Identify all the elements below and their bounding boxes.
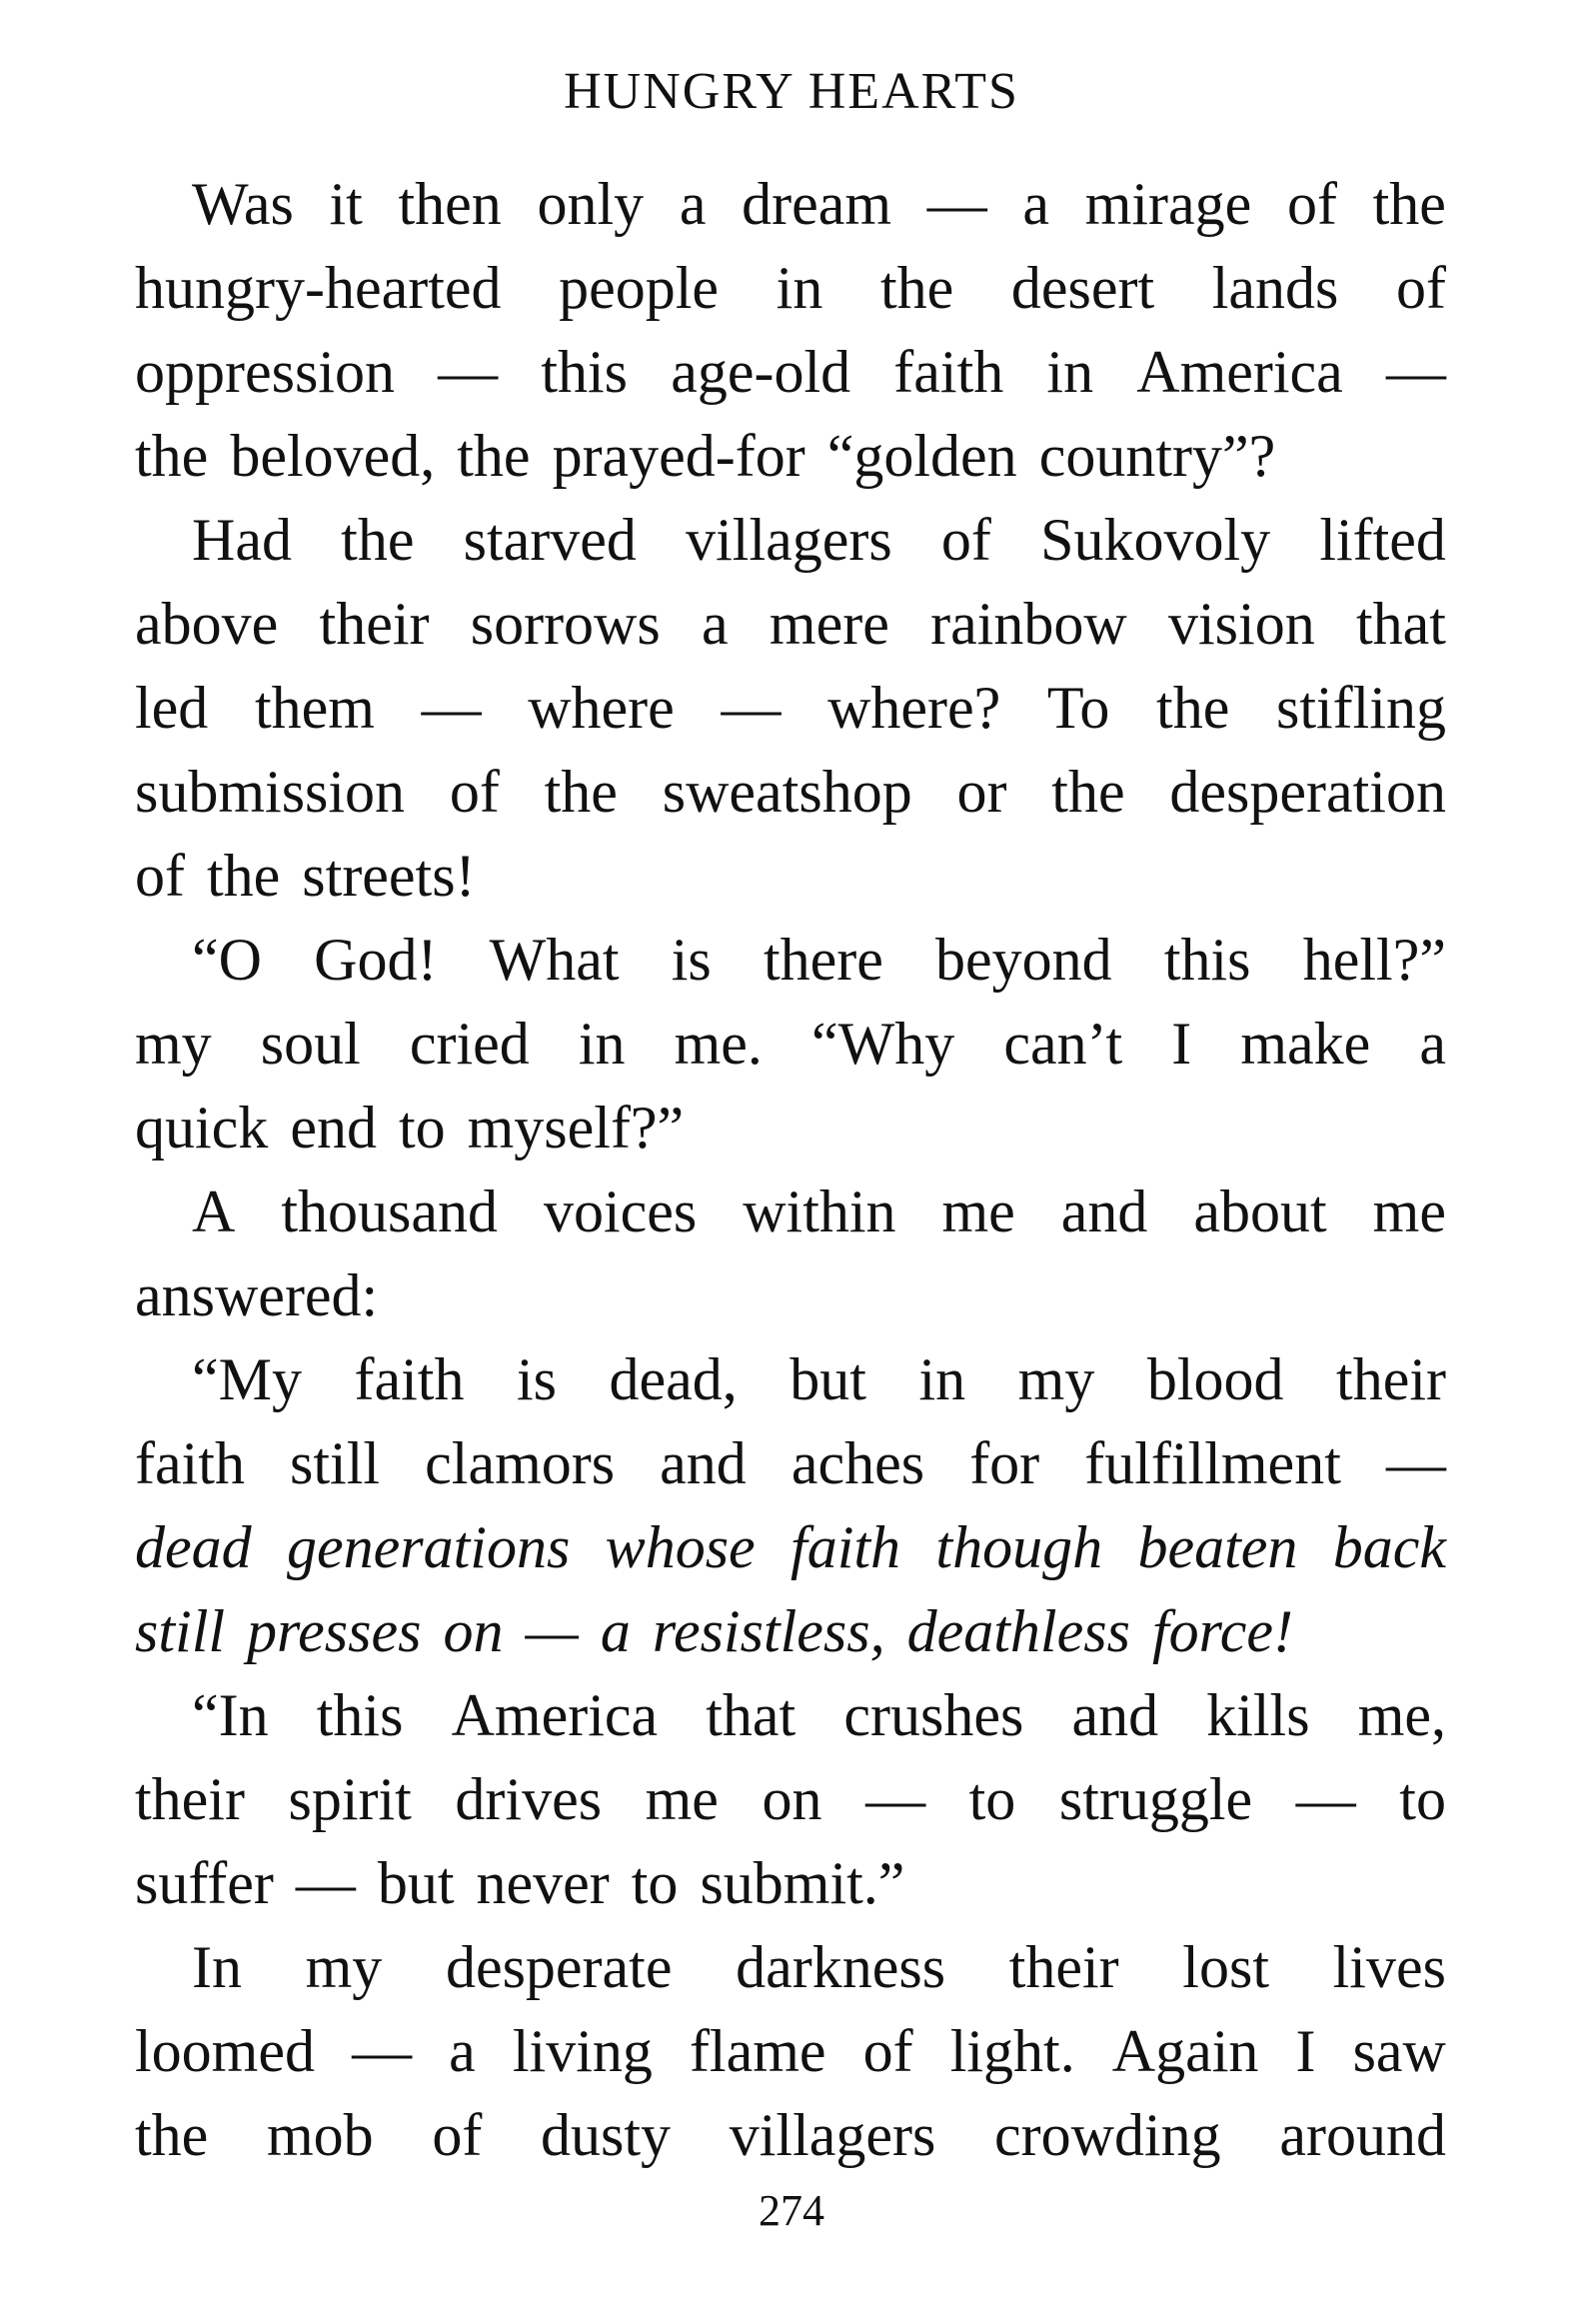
word: —: [438, 339, 499, 405]
word: this: [1163, 927, 1251, 993]
word: their: [135, 1766, 245, 1832]
word: a: [449, 2018, 476, 2084]
word: —: [1295, 1766, 1356, 1832]
word: a: [702, 591, 729, 657]
word: sorrows: [470, 591, 661, 657]
word: saw: [1352, 2018, 1446, 2084]
word: dead,: [609, 1346, 738, 1412]
word: and: [1071, 1682, 1159, 1748]
word: kills: [1206, 1682, 1310, 1748]
word: resistless,: [652, 1598, 885, 1664]
word: on: [762, 1766, 822, 1832]
text-line: [135, 2093, 1446, 2177]
word: only: [537, 171, 645, 237]
word: faith: [354, 1346, 465, 1412]
text-line: [135, 666, 1446, 750]
word: a: [679, 171, 707, 237]
word: voices: [543, 1178, 698, 1244]
word: that: [706, 1682, 796, 1748]
word: led: [135, 675, 209, 741]
word: rainbow: [930, 591, 1127, 657]
text-line: [135, 2009, 1446, 2093]
word: mere: [769, 591, 889, 657]
word: them: [254, 675, 375, 741]
word: there: [763, 927, 883, 993]
word: “In: [192, 1682, 269, 1748]
word: “O: [192, 927, 262, 993]
word: about: [1193, 1178, 1327, 1244]
word: of: [449, 759, 500, 825]
word: beaten: [1137, 1514, 1298, 1580]
word: submission: [135, 759, 406, 825]
text-line: [135, 1673, 1446, 1757]
word: “My: [192, 1346, 302, 1412]
word: beyond: [935, 927, 1112, 993]
word: the: [135, 423, 209, 489]
word: desperation: [1169, 759, 1446, 825]
word: hungry-hearted: [135, 255, 502, 321]
word: desperate: [445, 1934, 673, 2000]
text-line: [135, 1337, 1446, 1421]
word: desert: [1010, 255, 1155, 321]
word: their: [1336, 1346, 1446, 1412]
word: streets!: [302, 843, 476, 909]
word: the: [879, 255, 954, 321]
text-line: [135, 1505, 1446, 1589]
word: me: [645, 1766, 719, 1832]
word: but: [790, 1346, 866, 1412]
word: lives: [1332, 1934, 1446, 2000]
word: mob: [267, 2102, 374, 2168]
word: Had: [192, 507, 292, 573]
word: in: [578, 1011, 626, 1077]
word: the: [457, 423, 531, 489]
word: dead: [135, 1514, 252, 1580]
word: America: [1136, 339, 1343, 405]
word: in: [776, 255, 823, 321]
word: in: [1046, 339, 1094, 405]
word: people: [559, 255, 720, 321]
word: villagers: [729, 2102, 936, 2168]
word: and: [660, 1430, 747, 1496]
word: that: [1355, 591, 1446, 657]
text-line: [135, 1421, 1446, 1505]
word: the: [1372, 171, 1446, 237]
word: beloved,: [230, 423, 436, 489]
text-line: [135, 1925, 1446, 2009]
word: my: [305, 1934, 383, 2000]
text-line: [135, 750, 1446, 834]
word: the: [206, 843, 281, 909]
word: Sukovoly: [1040, 507, 1271, 573]
word: or: [956, 759, 1007, 825]
word: me,: [1357, 1682, 1446, 1748]
word: to: [631, 1850, 679, 1916]
word: To: [1046, 675, 1110, 741]
word: submit.”: [700, 1850, 905, 1916]
text-line: [135, 414, 1446, 498]
word: to: [1399, 1766, 1446, 1832]
word: God!: [314, 927, 438, 993]
word: never: [476, 1850, 610, 1916]
word: a: [600, 1598, 631, 1664]
word: still: [290, 1430, 381, 1496]
word: back: [1332, 1514, 1446, 1580]
word: faith: [135, 1430, 245, 1496]
text-line: [135, 162, 1446, 246]
word: aches: [791, 1430, 925, 1496]
text-line: [135, 834, 1446, 918]
text-line: [135, 582, 1446, 666]
word: within: [743, 1178, 896, 1244]
text-line: [135, 1086, 1446, 1169]
word: make: [1240, 1011, 1371, 1077]
word: a: [1022, 171, 1050, 237]
word: where: [528, 675, 675, 741]
word: clamors: [425, 1430, 616, 1496]
word: around: [1279, 2102, 1446, 2168]
word: struggle: [1058, 1766, 1253, 1832]
word: the: [341, 507, 415, 573]
word: age-old: [671, 339, 851, 405]
word: soul: [260, 1011, 361, 1077]
word: —: [421, 675, 482, 741]
word: faith: [893, 339, 1004, 405]
word: myself?”: [467, 1095, 685, 1161]
text-line: [135, 1253, 1446, 1337]
word: answered:: [135, 1262, 379, 1328]
word: lands: [1211, 255, 1339, 321]
word: deathless: [906, 1598, 1130, 1664]
word: it: [329, 171, 363, 237]
word: for: [969, 1430, 1040, 1496]
word: vision: [1168, 591, 1315, 657]
word: —: [1385, 1430, 1446, 1496]
word: Again: [1111, 2018, 1259, 2084]
word: mirage: [1084, 171, 1252, 237]
word: is: [671, 927, 712, 993]
word: lost: [1182, 1934, 1269, 2000]
word: —: [1385, 339, 1446, 405]
word: “golden: [826, 423, 1017, 489]
word: presses: [247, 1598, 422, 1664]
word: then: [398, 171, 502, 237]
word: the: [135, 2102, 209, 2168]
word: and: [1060, 1178, 1148, 1244]
word: though: [935, 1514, 1103, 1580]
word: my: [1017, 1346, 1095, 1412]
word: my: [135, 1011, 212, 1077]
word: on: [443, 1598, 504, 1664]
word: —: [352, 2018, 413, 2084]
page-number: 274: [759, 2186, 824, 2235]
text-line: [135, 918, 1446, 1002]
word: generations: [287, 1514, 571, 1580]
word: In: [192, 1934, 242, 2000]
text-line: [135, 1002, 1446, 1086]
word: crowding: [994, 2102, 1221, 2168]
word: to: [398, 1095, 446, 1161]
text-line: [135, 1589, 1446, 1673]
word: lifted: [1319, 507, 1446, 573]
text-line: [135, 246, 1446, 330]
word: Was: [192, 171, 294, 237]
word: country”?: [1038, 423, 1276, 489]
word: crushes: [843, 1682, 1024, 1748]
word: light.: [949, 2018, 1075, 2084]
word: still: [135, 1598, 226, 1664]
word: of: [862, 2018, 913, 2084]
word: of: [135, 843, 185, 909]
word: living: [512, 2018, 653, 2084]
word: A: [192, 1178, 236, 1244]
word: flame: [689, 2018, 826, 2084]
word: fulfillment: [1084, 1430, 1341, 1496]
word: “Why: [811, 1011, 955, 1077]
word: their: [1008, 1934, 1119, 2000]
text-line: [135, 1757, 1446, 1841]
word: the: [1156, 675, 1230, 741]
text-line: [135, 1169, 1446, 1253]
word: but: [377, 1850, 455, 1916]
word: darkness: [736, 1934, 946, 2000]
word: faith: [791, 1514, 901, 1580]
word: drives: [455, 1766, 603, 1832]
word: where?: [827, 675, 1001, 741]
word: thousand: [281, 1178, 498, 1244]
word: can’t: [1003, 1011, 1123, 1077]
word: is: [516, 1346, 557, 1412]
text-line: [135, 1841, 1446, 1925]
word: above: [135, 591, 279, 657]
word: quick: [135, 1095, 269, 1161]
word: the: [1051, 759, 1125, 825]
word: dream: [742, 171, 892, 237]
word: loomed: [135, 2018, 315, 2084]
word: end: [290, 1095, 377, 1161]
word: whose: [605, 1514, 756, 1580]
body-text: [135, 162, 1446, 2177]
text-line: [135, 498, 1446, 582]
word: stifling: [1275, 675, 1446, 741]
word: cried: [409, 1011, 530, 1077]
word: this: [316, 1682, 404, 1748]
word: suffer: [135, 1850, 274, 1916]
word: to: [968, 1766, 1016, 1832]
word: —: [525, 1598, 579, 1664]
text-line: [135, 330, 1446, 414]
word: villagers: [686, 507, 892, 573]
word: spirit: [288, 1766, 412, 1832]
word: I: [1171, 1011, 1192, 1077]
word: in: [918, 1346, 966, 1412]
word: sweatshop: [662, 759, 912, 825]
word: of: [1286, 171, 1337, 237]
word: a: [1419, 1011, 1446, 1077]
word: —: [721, 675, 782, 741]
word: oppression: [135, 339, 395, 405]
word: —: [295, 1850, 356, 1916]
word: their: [319, 591, 430, 657]
word: prayed-for: [552, 423, 805, 489]
word: starved: [463, 507, 637, 573]
word: —: [865, 1766, 926, 1832]
word: dusty: [541, 2102, 672, 2168]
word: What: [489, 927, 620, 993]
word: force!: [1151, 1598, 1293, 1664]
word: of: [940, 507, 991, 573]
word: America: [451, 1682, 659, 1748]
running-head: HUNGRY HEARTS: [564, 63, 1019, 120]
word: me: [1372, 1178, 1446, 1244]
word: this: [541, 339, 629, 405]
word: the: [544, 759, 618, 825]
word: me: [941, 1178, 1015, 1244]
word: hell?”: [1302, 927, 1446, 993]
word: me.: [674, 1011, 763, 1077]
word: blood: [1146, 1346, 1284, 1412]
word: of: [432, 2102, 483, 2168]
word: I: [1295, 2018, 1316, 2084]
word: —: [926, 171, 987, 237]
word: of: [1396, 255, 1446, 321]
